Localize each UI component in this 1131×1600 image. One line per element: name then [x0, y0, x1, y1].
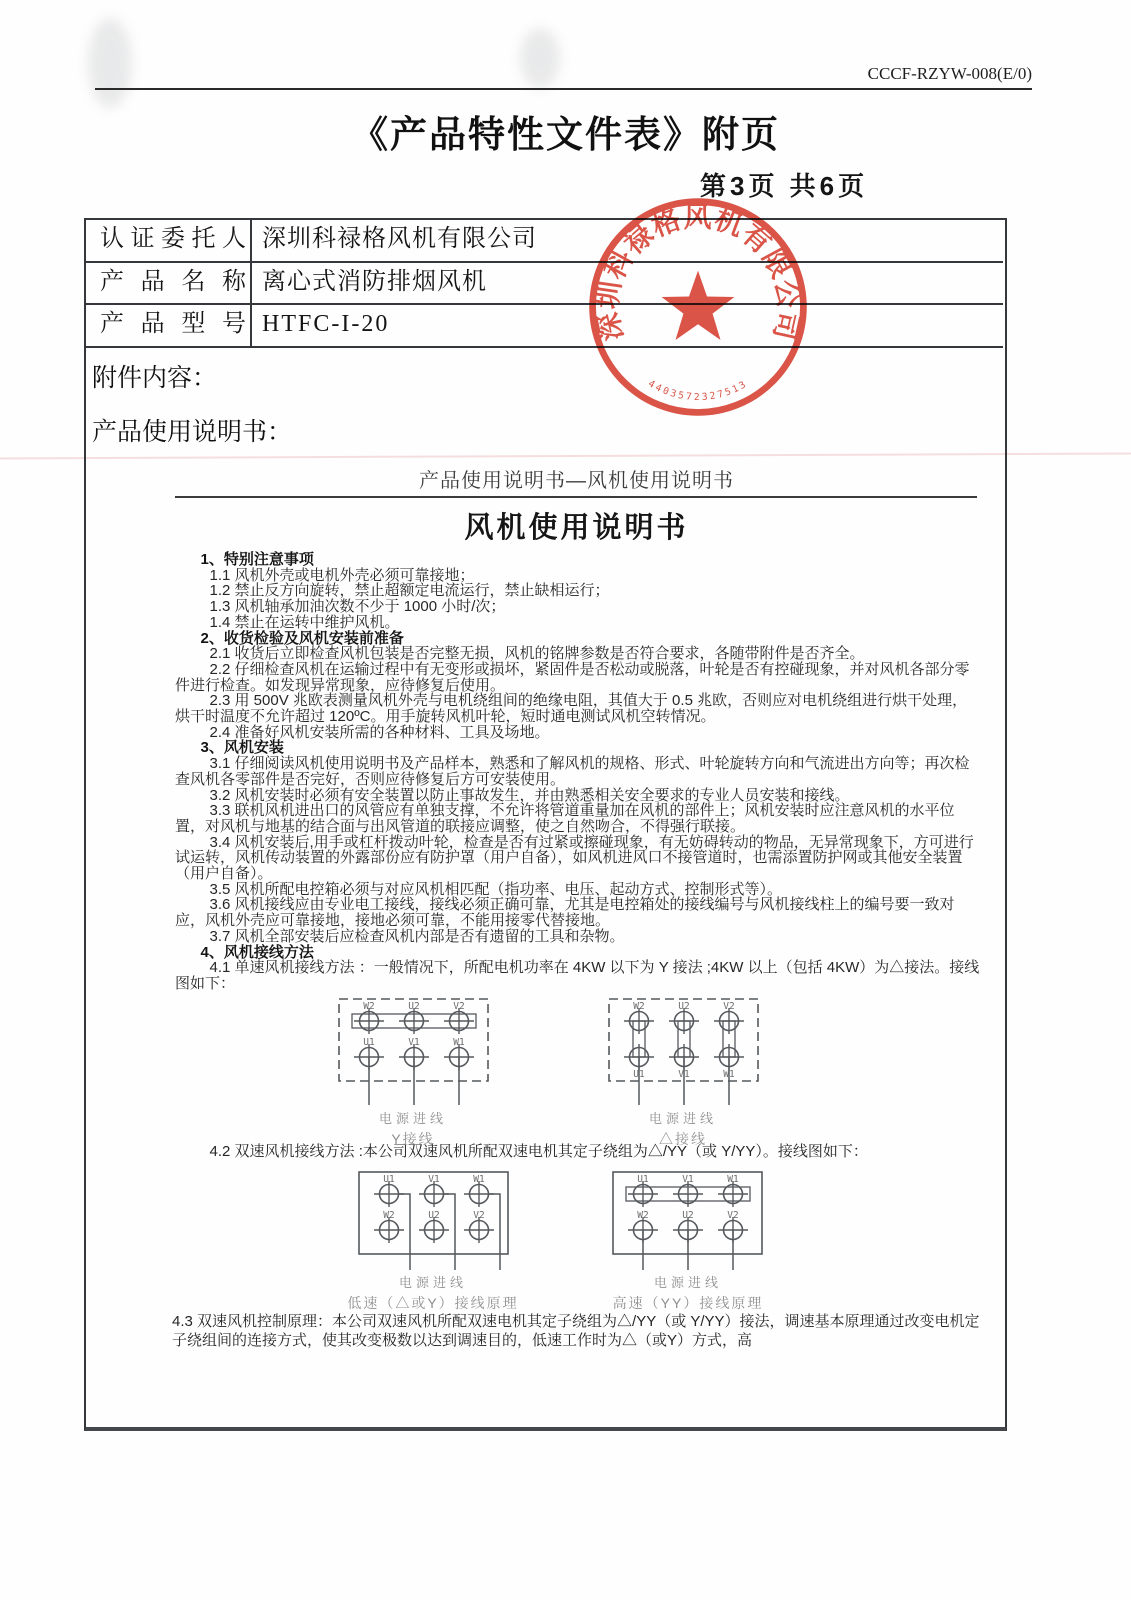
terminal-label: W2: [633, 1001, 645, 1012]
wiring-diagram-y: [336, 993, 491, 1113]
wiring-diagram-canvas: [356, 1166, 511, 1286]
svg-text:4403572327513: [646, 378, 750, 403]
diagram-caption: [568, 1272, 808, 1313]
row-label: 产品名称: [100, 269, 246, 295]
table-row: [84, 303, 1003, 348]
manual-paragraph: 1.3 风机轴承加油次数不少于 1000 小时/次；: [209, 598, 506, 616]
manual-paragraph: 3.7 风机全部安装后应检查风机内部是否有遗留的工具和杂物。: [209, 927, 625, 945]
seal-serial-number: 4403572327513: [646, 378, 750, 403]
manual-paragraph: 1.2 禁止反方向旋转，禁止超额定电流运行，禁止缺相运行；: [209, 582, 610, 600]
manual-paragraph: 3.2 风机安装时必须有安全装置以防止事故发生，并由熟悉相关安全要求的专业人员安装和接线。: [209, 786, 850, 804]
manual-paragraph: 2.3 用 500V 兆欧表测量风机外壳与电机绕组间的绝缘电阻，其值大于 0.5 兆欧，否则应对电机绕组进行烘干处理，烘干时温度不允许超过 120ºC。用手旋转风机叶轮，短时通电测试风机空转情况。: [175, 692, 968, 726]
caption-connection-type: △接线: [659, 1131, 707, 1147]
terminal-label: W2: [363, 1001, 375, 1012]
header-rule: [95, 88, 1032, 90]
table-column-divider: [250, 218, 252, 346]
terminal-label: U2: [682, 1210, 694, 1221]
wiring-diagram-high-speed: [610, 1166, 765, 1286]
caption-power-inlet: 电源进线: [378, 1111, 447, 1126]
diagram-caption: [563, 1108, 803, 1149]
terminal-label: W1: [727, 1174, 739, 1185]
company-seal: [583, 192, 813, 422]
manual-paragraph: 4、风机接线方法: [200, 943, 314, 961]
manual-paragraph: 3.1 仔细阅读风机使用说明书及产品样本，熟悉和了解风机的规格、形式、叶轮旋转方向和气流进出方向等；再次检查风机各零部件是否完好，否则应待修复后方可安装使用。: [175, 755, 970, 788]
manual-subtitle: 产品使用说明书—风机使用说明书: [419, 470, 734, 492]
manual-paragraph: 3.3 联机风机进出口的风管应有单独支撑，不允许将管道重量加在风机的部件上；风机安装时应注意风机的水平位置，对风机与地基的结合面与出风管道的联接应调整，使之自然吻合，不得强行联接。: [175, 802, 955, 835]
terminal-label: W2: [383, 1210, 395, 1221]
manual-paragraph: 1、特别注意事项: [200, 551, 314, 568]
document-code: CCCF-RZYW-008(E/0): [867, 64, 1032, 83]
terminal-label: U1: [383, 1174, 395, 1185]
terminal-label: W1: [473, 1174, 485, 1185]
terminal-label: V1: [678, 1069, 690, 1080]
manual-text-block: [175, 552, 981, 992]
terminal-label: W1: [453, 1037, 465, 1048]
caption-connection-type: 高速（YY）接线原理: [612, 1295, 764, 1311]
terminal-label: U2: [678, 1001, 690, 1012]
caption-power-inlet: 电源进线: [653, 1275, 722, 1290]
terminal-label: W1: [723, 1069, 735, 1080]
table-row: [84, 261, 1003, 305]
terminal-label: U2: [428, 1210, 440, 1221]
terminal-label: U2: [408, 1001, 420, 1012]
row-label: 产品型号: [100, 311, 246, 337]
subtitle-rule: [175, 496, 977, 498]
row-value: 离心式消防排烟风机: [262, 269, 487, 295]
diagram-caption: [293, 1108, 533, 1149]
manual-paragraph: 1.4 禁止在运转中维护风机。: [209, 613, 400, 631]
seal-company-text: 深圳科禄格风机有限公司: [591, 201, 805, 344]
caption-connection-type: Y接线: [391, 1131, 435, 1147]
manual-paragraph: 1.1 风机外壳或电机外壳必须可靠接地；: [209, 566, 475, 584]
manual-title: 风机使用说明书: [464, 512, 689, 544]
terminal-label: W2: [637, 1210, 649, 1221]
manual-paragraph: 2.4 准备好风机安装所需的各种材料、工具及场地。: [209, 723, 550, 741]
page-number: 第3页 共6页: [700, 171, 869, 201]
terminal-label: V1: [408, 1037, 420, 1048]
manual-paragraph: 2.2 仔细检查风机在运输过程中有无变形或损坏，紧固件是否松动或脱落，叶轮是否有控碰现象，并对风机各部分零件进行检查。如发现异常现象，应待修复后使用。: [175, 660, 970, 694]
terminal-label: V2: [473, 1210, 485, 1221]
wiring-diagram-canvas: [610, 1166, 765, 1286]
terminal-label: V2: [453, 1001, 465, 1012]
wiring-diagram-canvas: [336, 993, 491, 1113]
row-value: 深圳科禄格风机有限公司: [262, 226, 537, 252]
scan-smudge: [88, 18, 132, 108]
page-title: 《产品特性文件表》附页: [351, 114, 780, 155]
diagram-caption: [313, 1272, 553, 1313]
wiring-diagram-delta: [606, 993, 761, 1113]
manual-paragraph: 3.5 风机所配电控箱必须与对应风机相匹配（指功率、电压、起动方式、控制形式等）。: [209, 880, 783, 898]
manual-paragraph: 2、收货检验及风机安装前准备: [200, 629, 404, 647]
attachment-label: 附件内容：: [92, 365, 218, 392]
caption-connection-type: 低速（△或Y）接线原理: [347, 1295, 519, 1311]
manual-paragraph: 2.1 收货后立即检查风机包装是否完整无损，风机的铭牌参数是否符合要求，各随带附件是否齐全。: [209, 645, 865, 663]
manual-label: 产品使用说明书：: [92, 419, 293, 446]
manual-text-block: [172, 1312, 981, 1350]
caption-power-inlet: 电源进线: [648, 1111, 717, 1126]
wiring-diagram-low-speed: [356, 1166, 511, 1286]
manual-paragraph: 4.2 双速风机接线方法 :本公司双速风机所配双速电机其定子绕组为△/YY（或 Y/YY）。接线图如下：: [209, 1143, 868, 1160]
row-label: 认证委托人: [100, 226, 246, 252]
row-value: HTFC-I-20: [262, 311, 390, 337]
manual-paragraph: 4.1 单速风机接线方法 ：一般情况下，所配电机功率在 4KW 以下为 Y 接法 ;4KW 以上（包括 4KW）为△接法。接线图如下：: [175, 959, 980, 992]
caption-power-inlet: 电源进线: [398, 1275, 467, 1290]
terminal-label: U1: [633, 1069, 645, 1080]
terminal-label: V1: [682, 1174, 694, 1185]
table-row: [84, 218, 1003, 263]
wiring-diagram-canvas: [606, 993, 761, 1113]
terminal-label: U1: [637, 1174, 649, 1185]
seal-star-icon: [662, 271, 735, 340]
terminal-label: U1: [363, 1037, 375, 1048]
manual-paragraph: 4.3 双速风机控制原理：本公司双速风机所配双速电机其定子绕组为△/YY（或 Y/YY）接法，调速基本原理通过改变电机定子绕组间的连接方式，使其改变极数以达到调速目的，低速工作时为△（或Y）方式，高: [172, 1313, 980, 1349]
manual-paragraph: 3、风机安装: [200, 739, 284, 757]
terminal-label: V2: [723, 1001, 735, 1012]
manual-paragraph: 3.6 风机接线应由专业电工接线，接线必须正确可靠，尤其是电控箱处的接线编号与风机接线柱上的编号要一致对应，风机外壳应可靠接地，接地必须可靠，不能用接零代替接地。: [175, 896, 955, 930]
manual-paragraph: 3.4 风机安装后,用手或杠杆拨动叶轮，检查是否有过紧或擦碰现象，有无妨碍转动的物品，无异常现象下，方可进行试运转，风机传动装置的外露部份应有防护罩（用户自备），如风机进风口不接管道时，也需添置防护网或其他安全装置（用户自备）。: [175, 833, 974, 883]
terminal-label: V1: [428, 1174, 440, 1185]
terminal-label: V2: [727, 1210, 739, 1221]
